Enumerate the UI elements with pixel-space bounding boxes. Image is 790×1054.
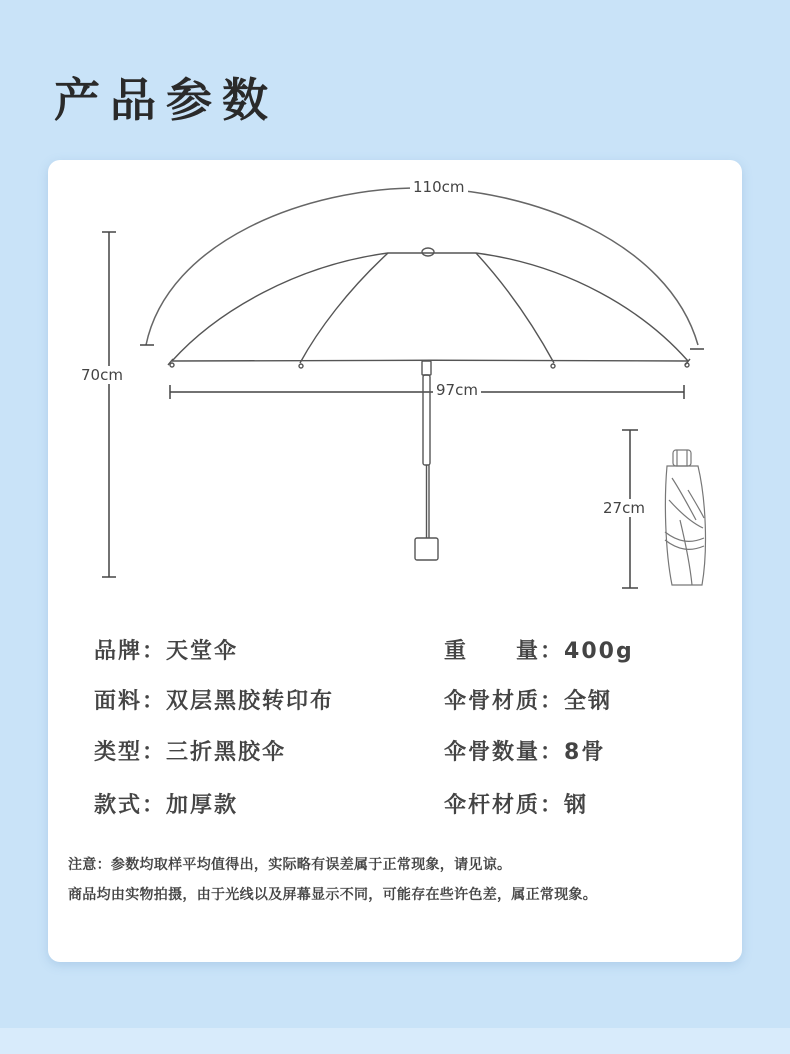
spec-rib-material — [444, 684, 612, 715]
folded-length-label: 27cm — [600, 499, 648, 517]
height-label: 70cm — [78, 366, 126, 384]
arc-dimension-line — [146, 188, 698, 345]
spec-value: 加厚款 — [166, 793, 239, 818]
spec-label: 面料 — [94, 689, 143, 714]
spec-separator: ： — [142, 689, 167, 714]
spec-separator: ： — [540, 689, 565, 714]
spec-weight — [444, 634, 634, 665]
spec-separator: ： — [540, 639, 565, 664]
bottom-band — [0, 1028, 790, 1054]
spec-style — [94, 788, 238, 819]
spec-card — [48, 160, 742, 962]
spec-separator: ： — [142, 639, 167, 664]
spec-value: 全钢 — [564, 689, 613, 714]
spec-value: 双层黑胶转印布 — [166, 689, 335, 714]
spec-value: 钢 — [564, 793, 589, 818]
spec-label: 重 量 — [444, 639, 541, 664]
spec-separator: ： — [540, 740, 565, 765]
note-line-1: 注意：参数均取样平均值得出，实际略有误差属于正常现象，请见谅。 — [68, 857, 512, 873]
spec-value: 400g — [564, 639, 634, 664]
spec-separator: ： — [142, 793, 167, 818]
spec-label: 类型 — [94, 740, 143, 765]
spec-label: 伞骨数量 — [444, 740, 541, 765]
spec-type — [94, 735, 286, 766]
note-line-2: 商品均由实物拍摄，由于光线以及屏幕显示不同，可能存在些许色差，属正常现象。 — [68, 887, 598, 903]
spec-label: 伞杆材质 — [444, 793, 541, 818]
spec-value: 天堂伞 — [166, 639, 239, 664]
folded-umbrella — [665, 450, 705, 585]
page-title: 产品参数 — [54, 73, 278, 127]
spec-shaft-material — [444, 788, 588, 819]
spec-label: 款式 — [94, 793, 143, 818]
arc-length-label: 110cm — [410, 178, 468, 196]
umbrella-diagram — [48, 160, 742, 610]
spec-label: 伞骨材质 — [444, 689, 541, 714]
spec-separator: ： — [142, 740, 167, 765]
spec-value: 8骨 — [564, 740, 606, 765]
spec-separator: ： — [540, 793, 565, 818]
diameter-label: 97cm — [433, 381, 481, 399]
spec-brand — [94, 634, 238, 665]
spec-label: 品牌 — [94, 639, 143, 664]
spec-rib-count — [444, 735, 605, 766]
spec-fabric — [94, 684, 334, 715]
spec-value: 三折黑胶伞 — [166, 740, 287, 765]
